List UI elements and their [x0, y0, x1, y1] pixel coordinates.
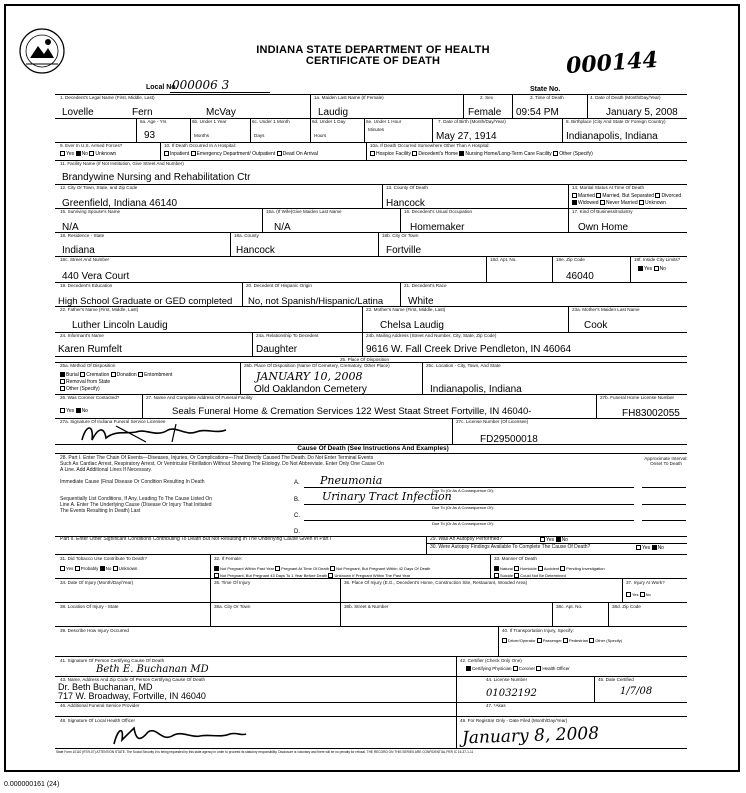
label-sex: 2. Sex: [480, 95, 494, 100]
work-no-label: No: [645, 592, 651, 597]
label-akas: 47. *Akas: [486, 703, 506, 708]
label-licensee-signature: 27a. Signature Of Indiana Funeral Service Licensee: [60, 419, 166, 424]
label-hospital: 10. If Death Occurred In A Hospital:: [164, 143, 237, 148]
label-funeral-license: 27b. Funeral Home License Number: [600, 395, 675, 400]
facility-name: Brandywine Nursing and Rehabilitation Ctr: [62, 172, 251, 183]
section-disposition: 25. Place Of Disposition: [340, 357, 390, 362]
homicide-checkbox[interactable]: [514, 566, 519, 571]
first-name: Lovelle: [62, 107, 94, 118]
preg-2-checkbox[interactable]: [275, 566, 280, 571]
label-months: Months: [194, 133, 210, 138]
zip: 46040: [566, 271, 594, 282]
city-limits-yes-checkbox[interactable]: [638, 266, 643, 271]
inpatient-checkbox[interactable]: [164, 151, 169, 156]
driver-label: Driver/Operator: [508, 638, 536, 643]
disposition-location: Indianapolis, Indiana: [430, 384, 522, 395]
label-injury-date: 34. Date Of Injury (Month/Day/Year): [60, 580, 134, 585]
mother-name: Chelsa Laudig: [380, 320, 444, 331]
label-sequential-2: Line A. Enter The Underlying Cause (Disease Or Injury That Initiated: [60, 502, 212, 508]
armed-yes-checkbox[interactable]: [60, 151, 65, 156]
label-disposition-location: 25c. Location - City, Town, And State: [426, 363, 501, 368]
cremation-checkbox[interactable]: [80, 372, 85, 377]
label-disposition-place: 25b. Place Of Disposition (Name Of Cemetery, Crematory, Other Place): [244, 363, 390, 368]
middle-name: Fern: [132, 107, 153, 118]
coroner-yes-label: Yes: [66, 408, 75, 414]
entombment-label: Entombment: [144, 372, 173, 378]
label-licensee-number: 27c. License Number (Of Licensee): [456, 419, 529, 424]
certifier-signature: Beth E. Buchanan MD: [96, 664, 209, 675]
education: High School Graduate or GED completed: [58, 296, 233, 307]
disposition-place: Old Oaklandon Cemetery: [254, 384, 367, 395]
pending-label: Pending Investigation: [566, 566, 605, 571]
health-officer-signature: [110, 722, 250, 748]
marital-unknown-label: Unknown: [645, 200, 666, 206]
cause-a: Pneumonia: [320, 474, 383, 487]
nursing-checkbox[interactable]: [459, 151, 464, 156]
label-mother: 23. Mother's Name (First, Middle, Last): [366, 307, 446, 312]
label-education: 19. Decedent's Education: [60, 283, 113, 288]
sex: Female: [468, 107, 502, 118]
married-checkbox[interactable]: [572, 193, 577, 198]
label-under-1-year: 6b. Under 1 Year: [192, 119, 227, 124]
label-immediate-cause: Immediate Cause (Final Disease Or Condition Resulting In Death: [60, 479, 205, 485]
race: White: [408, 296, 434, 307]
date-of-death: January 5, 2008: [606, 107, 678, 118]
label-time-of-death: 3. Time of Death: [530, 95, 564, 100]
due-to-3: Due To (Or As A Consequence Of):: [432, 521, 494, 526]
date-certified: 1/7/08: [620, 686, 653, 697]
preg-5-label: Unknown If Pregnant Within The Past Year: [334, 573, 411, 578]
removal-checkbox[interactable]: [60, 379, 65, 384]
findings-yes-checkbox[interactable]: [636, 545, 641, 550]
label-tobacco: 31. Did Tobacco Use Contribute To Death?: [60, 556, 147, 561]
preg-3-checkbox[interactable]: [330, 566, 335, 571]
label-injury-zip: 38d. Zip Code: [612, 604, 641, 609]
coroner-no-checkbox[interactable]: [76, 408, 81, 413]
due-to-2: Due To (Or As A Consequence Of):: [432, 505, 494, 510]
passenger-label: Passenger: [542, 638, 562, 643]
age: 93: [144, 130, 156, 141]
street: 440 Vera Court: [62, 271, 130, 282]
label-sequential-3: The Events Resulting In Death) Last: [60, 508, 141, 514]
last-name: McVay: [206, 107, 236, 118]
divorced-checkbox[interactable]: [655, 193, 660, 198]
label-hours: Hours: [314, 133, 327, 138]
label-if-female: 32. If Female:: [214, 556, 243, 561]
other-disposition-label: Other (Specify): [66, 386, 100, 392]
date-filed: January 8, 2008: [461, 723, 600, 749]
label-marital-status: 14. Marital Status At Time Of Death: [572, 185, 644, 190]
label-dob: 7. Date of Birth (Month/Day/Year): [438, 119, 506, 124]
transport-other-checkbox[interactable]: [589, 638, 594, 643]
coroner-certifier-checkbox[interactable]: [513, 666, 518, 671]
cause-line-a-marker: A.: [294, 480, 300, 486]
work-no-checkbox[interactable]: [640, 592, 645, 597]
facility-city: Greenfield, Indiana 46140: [62, 198, 178, 209]
label-date-certified: 45. Date Certified: [598, 677, 634, 682]
marital-unknown-checkbox[interactable]: [639, 200, 644, 205]
label-sequential-1: Sequentially List Conditions, If Any, Leading To The Cause Listed On: [60, 496, 213, 502]
county-of-death: Hancock: [386, 198, 425, 209]
married-sep-checkbox[interactable]: [596, 193, 601, 198]
label-injury-street: 38b. Street & Number: [344, 604, 389, 609]
label-spouse-maiden: 15a. (If Wife)Give Maiden Last Name: [266, 209, 342, 214]
married-sep-label: Married, But Separated: [602, 193, 655, 199]
label-other-than-hospital: 10a. If Death Occurred Somewhere Other Than A Hospital:: [370, 143, 490, 148]
form-footer: State Form 10110 (R7/9-07) ATTENTION STATE. The Social Security # is being requested by this state agency in order to proceed its statutory responsibility. Disclosure is voluntary and there will be no penalty for refusal. THE RECORD ON THIS SERIES ARE CONFIDENTIAL PER IC 16-37-1-11: [56, 750, 474, 754]
autopsy-no-label: No: [561, 537, 568, 543]
city-limits-no-label: No: [659, 266, 666, 272]
never-married-label: Never Married: [605, 200, 638, 206]
section-cause-of-death: Cause Of Death (See Instructions And Examples): [297, 445, 449, 452]
spouse-name: N/A: [62, 222, 79, 233]
divorced-label: Divorced: [661, 193, 682, 199]
donation-label: Donation: [116, 372, 137, 378]
nursing-label: Nursing Home/Long-Term Care Facility: [465, 151, 552, 157]
label-maiden-name: 1a. Maiden Last Name (If Female): [314, 95, 384, 100]
mother-maiden: Cook: [584, 320, 608, 331]
date-of-birth: May 27, 1914: [436, 131, 497, 142]
tobacco-probably-checkbox[interactable]: [75, 566, 80, 571]
cause-instructions-2: Such As Cardiac Arrest, Respiratory Arrest, Or Ventricular Fibrillation Without Showing The Etiology. Do Not Abbreviate. Enter Only One Cause On: [60, 461, 384, 467]
label-minutes: Minutes: [368, 127, 385, 132]
autopsy-no-checkbox[interactable]: [556, 537, 561, 542]
accident-checkbox[interactable]: [538, 566, 543, 571]
label-age: 6a. Age - Yrs: [140, 119, 167, 124]
preg-3-label: Not Pregnant, But Pregnant Within 42 Days Of Death: [336, 566, 431, 571]
time-of-death: 09:54 PM: [516, 107, 559, 118]
business: Own Home: [578, 222, 629, 233]
label-additional-provider: 46. Additional Funeral Service Provider: [60, 703, 140, 708]
label-birthplace: 8. Birthplace (City And State Or Foreign Country): [566, 119, 666, 124]
label-injury-describe: 39. Describe How Injury Occurred: [60, 628, 129, 633]
certificate-number: 000144: [565, 46, 659, 80]
armed-no-checkbox[interactable]: [76, 151, 81, 156]
findings-no-label: No: [657, 545, 664, 551]
label-coroner: 26. Was Coroner Contacted?: [60, 395, 120, 400]
image-id: 0.000000161 (24): [4, 781, 60, 788]
label-relationship: 24a. Relationship To Decedent: [256, 333, 319, 338]
label-days: Days: [254, 133, 265, 138]
autopsy-yes-checkbox[interactable]: [540, 537, 545, 542]
pedestrian-label: Pedestrian: [568, 638, 589, 643]
cause-instructions-1: 28. Part I. Enter The Chain Of Events—Diseases, Injuries, Or Complications—That Directly Caused The Death. Do Not Enter Terminal Events: [60, 455, 374, 461]
armed-no-label: No: [81, 151, 88, 157]
preg-1-label: Not Pregnant Within Past Year: [220, 566, 275, 571]
removal-label: Removal from State: [66, 379, 111, 385]
armed-yes-label: Yes: [66, 151, 75, 157]
local-no-value: 000006 3: [172, 78, 230, 92]
label-informant: 24. Informant's Name: [60, 333, 104, 338]
label-date-filed: 49. For Registrar Only - Date Filed (Month/Day/Year): [460, 718, 568, 723]
maiden-name: Laudig: [318, 107, 349, 118]
document-subtitle: CERTIFICATE OF DEATH: [305, 55, 441, 67]
label-autopsy: 29. Was An Autopsy Performed?: [430, 536, 503, 542]
label-race: 21. Decedent's Race: [404, 283, 447, 288]
cause-line-d-marker: D.: [294, 529, 300, 535]
physician-label: Certifying Physician: [472, 666, 512, 671]
other-place-label: Other (Specify): [559, 151, 593, 157]
coroner-certifier-label: Coroner: [518, 666, 536, 671]
physician-checkbox[interactable]: [466, 666, 471, 671]
label-injury-place: 36. Place Of Injury (E.G., Decedent's Home, Construction Site, Restaurant, Wooded Area): [344, 580, 528, 585]
label-injury-time: 35. Time Of Injury: [214, 580, 251, 585]
label-health-officer-signature: 48. Signature Of Local Health Officer: [60, 718, 135, 723]
pending-checkbox[interactable]: [560, 566, 565, 571]
transport-other-label: Other (Specify): [595, 638, 623, 643]
work-yes-label: Yes: [632, 592, 639, 597]
label-business: 17. Kind Of Business/Industry: [572, 209, 633, 214]
label-residence-state: 18. Residence - State: [60, 233, 105, 238]
married-label: Married: [578, 193, 595, 199]
natural-checkbox[interactable]: [494, 566, 499, 571]
tobacco-unknown-checkbox[interactable]: [113, 566, 118, 571]
city-limits-no-checkbox[interactable]: [654, 266, 659, 271]
doa-label: Dead On Arrival: [282, 151, 318, 157]
spouse-maiden: N/A: [274, 222, 291, 233]
hispanic-origin: No, not Spanish/Hispanic/Latina: [248, 296, 384, 307]
findings-yes-label: Yes: [642, 545, 651, 551]
cause-instructions-3: A Line. Add Additional Lines If Necessary.: [60, 467, 152, 473]
driver-checkbox[interactable]: [502, 638, 507, 643]
label-hispanic: 20. Decedent Of Hispanic Origin: [246, 283, 312, 288]
findings-no-checkbox[interactable]: [652, 545, 657, 550]
work-yes-checkbox[interactable]: [626, 592, 631, 597]
hospice-label: Hospice Facility: [376, 151, 412, 157]
cause-b: Urinary Tract Infection: [322, 490, 452, 503]
entombment-checkbox[interactable]: [138, 372, 143, 377]
home-label: Decedent's Home: [418, 151, 458, 157]
cause-line-b-marker: B.: [294, 497, 300, 503]
label-armed-forces: 9. Ever In U.S. Armed Forces?: [60, 143, 123, 148]
birthplace: Indianapolis, Indiana: [566, 131, 658, 142]
doa-checkbox[interactable]: [277, 151, 282, 156]
licensee-number: FD29500018: [480, 434, 538, 445]
tobacco-unknown-label: Unknown: [118, 566, 138, 571]
label-under-1-day: 6d. Under 1 Day: [312, 119, 346, 124]
label-autopsy-findings: 30. Were Autopsy Findings Available To Complete The Cause Of Death?: [430, 544, 591, 550]
home-checkbox[interactable]: [412, 151, 417, 156]
label-manner: 33. Manner Of Death: [494, 556, 537, 561]
label-interval: Approximate Interval: Onset To Death: [644, 456, 688, 466]
label-transport: 40. If Transportation Injury, Specify:: [502, 628, 574, 633]
pedestrian-checkbox[interactable]: [563, 638, 568, 643]
burial-checkbox[interactable]: [60, 372, 65, 377]
er-label: Emergency Department/ Outpatient: [196, 151, 276, 157]
tobacco-yes-label: Yes: [66, 566, 74, 571]
label-occupation: 16. Decedent's Usual Occupation: [404, 209, 473, 214]
never-married-checkbox[interactable]: [600, 200, 605, 205]
preg-2-label: Pregnant At Time Of Death: [281, 566, 329, 571]
residence-county: Hancock: [236, 245, 275, 256]
label-apt: 18d. Apt. No.: [490, 257, 517, 262]
tobacco-no-label: No: [105, 566, 112, 571]
label-residence-county: 18a. County: [234, 233, 259, 238]
label-under-1-hour: 6e. Under 1 Hour: [366, 119, 402, 124]
local-no-label: Local No.: [146, 84, 178, 91]
inpatient-label: Inpatient: [170, 151, 190, 157]
label-county-of-death: 13. County Of Death: [386, 185, 428, 190]
label-under-1-month: 6c. Under 1 Month: [252, 119, 290, 124]
coroner-yes-checkbox[interactable]: [60, 408, 65, 413]
label-street: 18c. Street And Number: [60, 257, 110, 262]
other-place-checkbox[interactable]: [553, 151, 558, 156]
burial-label: Burial: [66, 372, 79, 378]
label-date-of-death: 4. Date of Death (Month/Day/Year): [590, 95, 661, 100]
label-facility: 11. Facility Name (If Not Institution, Give Street And Number): [60, 161, 184, 166]
informant-name: Karen Rumfelt: [58, 344, 122, 355]
cause-line-c-marker: C.: [294, 513, 300, 519]
accident-label: Accident: [543, 566, 560, 571]
widowed-checkbox[interactable]: [572, 200, 577, 205]
passenger-checkbox[interactable]: [537, 638, 542, 643]
label-disposition-method: 25a. Method Of Disposition: [60, 363, 116, 368]
label-zip: 18e. Zip Code: [556, 257, 585, 262]
label-father: 22. Father's Name (First, Middle, Last): [60, 307, 139, 312]
hospice-checkbox[interactable]: [370, 151, 375, 156]
label-certifier-type: 42. Certifier (Check Only One): [460, 658, 522, 663]
tobacco-yes-checkbox[interactable]: [60, 566, 65, 571]
label-injury-apt: 38c. Apt. No.: [556, 604, 583, 609]
armed-unknown-checkbox[interactable]: [89, 151, 94, 156]
label-injury-city: 38a. City Or Town: [214, 604, 251, 609]
label-part-2: Part II. Enter Other Significant Conditions Contributing To Death But Not Resulting In The Underlying Cause Given In Part I: [60, 536, 332, 542]
relationship: Daughter: [256, 344, 298, 355]
label-certifier-signature: 41. Signature Of Person Certifying Cause Of Death: [60, 658, 165, 663]
label-certifier-license: 44. License Number: [486, 677, 528, 682]
preg-1-checkbox[interactable]: [214, 566, 219, 571]
label-injury-state: 38. Location Of Injury - State: [60, 604, 119, 609]
father-name: Luther Lincoln Laudig: [72, 320, 168, 331]
funeral-license: FH83002055: [622, 408, 680, 419]
donation-checkbox[interactable]: [111, 372, 116, 377]
residence-state: Indiana: [62, 245, 95, 256]
certifier-address: 717 W. Broadway, Fortville, IN 46040: [58, 691, 206, 701]
label-legal-name: 1. Decedent's Legal Name (First, Middle, Last): [60, 95, 155, 100]
suicide-label: Suicide: [500, 573, 514, 578]
autopsy-yes-label: Yes: [546, 537, 555, 543]
natural-label: Natural: [500, 566, 513, 571]
label-city-limits: 18f. Inside City Limits?: [634, 257, 681, 262]
residence-city: Fortville: [386, 245, 422, 256]
tobacco-no-checkbox[interactable]: [100, 566, 105, 571]
state-no-label: State No.: [530, 86, 561, 93]
cremation-label: Cremation: [86, 372, 110, 378]
funeral-facility: Seals Funeral Home & Cremation Services 122 West Staat Street Fortville, IN 46040-: [172, 406, 532, 417]
occupation: Homemaker: [410, 222, 465, 233]
health-officer-checkbox[interactable]: [536, 666, 541, 671]
label-mother-maiden: 23a. Mother's Maiden Last Name: [572, 307, 640, 312]
label-spouse: 15. Surviving Spouse's Name: [60, 209, 121, 214]
document-title: INDIANA STATE DEPARTMENT OF HEALTH: [256, 44, 490, 56]
licensee-signature: [76, 420, 236, 446]
certifier-name: Dr. Beth Buchanan, MD: [58, 682, 153, 692]
certifier-license: 01032192: [486, 688, 537, 699]
homicide-label: Homicide: [520, 566, 537, 571]
label-informant-address: 24b. Mailing Address (Street And Number, City, State, Zip Code): [366, 333, 497, 338]
undetermined-label: Could Not Be Determined: [520, 573, 566, 578]
label-funeral-facility: 27. Name And Complete Address Of Funeral Facility: [146, 395, 253, 400]
informant-address: 9616 W. Fall Creek Drive Pendleton, IN 46064: [366, 344, 572, 355]
armed-unknown-label: Unknown: [95, 151, 117, 157]
tobacco-probably-label: Probably: [80, 566, 99, 571]
due-to-1: Due To (Or As A Consequence Of):: [432, 488, 494, 493]
disposition-date: JANUARY 10, 2008: [256, 370, 363, 383]
coroner-no-label: No: [81, 408, 88, 414]
er-checkbox[interactable]: [191, 151, 196, 156]
widowed-label: Widowed: [578, 200, 599, 206]
label-injury-work: 37. Injury At Work?: [626, 580, 665, 585]
preg-4-label: Not Pregnant, But Pregnant 43 Days To 1 Year Before Death: [220, 573, 328, 578]
other-disposition-checkbox[interactable]: [60, 386, 65, 391]
city-limits-yes-label: Yes: [644, 266, 653, 272]
label-facility-city: 12. City Or Town, State, and Zip Code: [60, 185, 138, 190]
health-officer-label: Health Officer: [542, 666, 570, 671]
label-certifier-name: 43. Name, Address And Zip Code Of Person Certifying Cause Of Death: [60, 677, 206, 682]
label-residence-city: 18b. City Or Town: [382, 233, 419, 238]
